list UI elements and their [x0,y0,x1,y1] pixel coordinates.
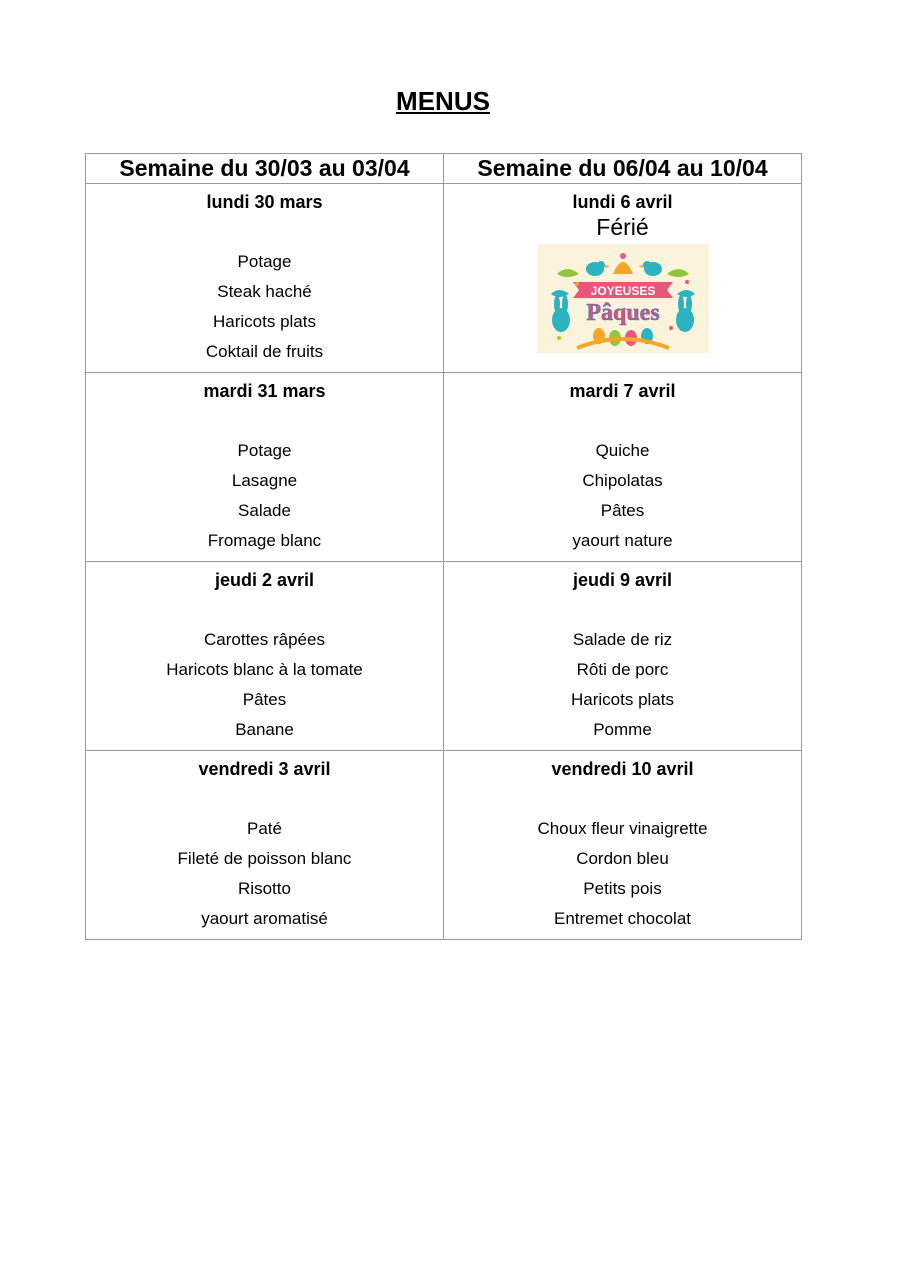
dish-item: yaourt nature [572,531,673,550]
easter-greeting-image [537,244,709,353]
dish-list [444,441,801,561]
dish-item: Coktail de fruits [205,342,324,361]
dish-item: Haricots blanc à la tomate [166,660,363,679]
dish-item: Pomme [593,720,652,739]
day-cell [86,562,444,751]
table-header-row [86,154,802,184]
day-name: vendredi 3 avril [198,759,331,779]
dish-item: Entremet chocolat [553,909,691,928]
easter-main-text: Pâques [585,300,660,326]
day-cell [444,373,802,562]
dish-item: Fromage blanc [207,531,322,550]
dish-item: Petits pois [583,879,662,898]
dish-item: Pâtes [242,690,287,709]
dish-item: Cordon bleu [576,849,669,868]
dish-item: Lasagne [231,471,298,490]
dish-item: Salade [238,501,291,520]
dish-list [86,819,443,939]
dish-item: Quiche [595,441,650,460]
dish-item: Haricots plats [571,690,674,709]
day-cell [86,373,444,562]
day-cell [86,751,444,940]
dish-item: Choux fleur vinaigrette [537,819,708,838]
day-name: vendredi 10 avril [551,759,694,779]
dish-list [86,630,443,750]
day-name: mardi 31 mars [203,381,326,401]
dish-item: yaourt aromatisé [201,909,328,928]
day-name: mardi 7 avril [569,381,676,401]
dish-list [444,819,801,939]
table-row [86,184,802,373]
day-cell [444,184,802,373]
dish-item: Banane [235,720,294,739]
week-header-1: Semaine du 30/03 au 03/04 [86,154,444,184]
day-cell [86,184,444,373]
dish-item: Haricots plats [213,312,316,331]
week-header-2: Semaine du 06/04 au 10/04 [444,154,802,184]
dish-list [444,630,801,750]
holiday-note: Férié [596,214,649,240]
day-name: lundi 6 avril [572,192,673,212]
table-row [86,751,802,940]
dish-item: Potage [237,252,292,271]
day-name: jeudi 9 avril [572,570,673,590]
dish-item: Risotto [238,879,291,898]
dish-item: Carottes râpées [204,630,325,649]
day-cell [444,562,802,751]
day-name: jeudi 2 avril [214,570,315,590]
dish-item: Salade de riz [572,630,673,649]
table-row [86,562,802,751]
dish-list [86,252,443,372]
easter-banner-text: JOYEUSES [590,284,655,298]
dish-item: Potage [237,441,292,460]
page-title: MENUS [396,86,490,116]
dish-item: Steak haché [217,282,312,301]
day-cell [444,751,802,940]
day-name: lundi 30 mars [206,192,323,212]
dish-item: Chipolatas [582,471,663,490]
dish-list [86,441,443,561]
dish-item: Fileté de poisson blanc [177,849,352,868]
table-row [86,373,802,562]
menu-table [85,153,802,940]
dish-item: Paté [247,819,282,838]
dish-item: Pâtes [600,501,645,520]
dish-item: Rôti de porc [576,660,669,679]
